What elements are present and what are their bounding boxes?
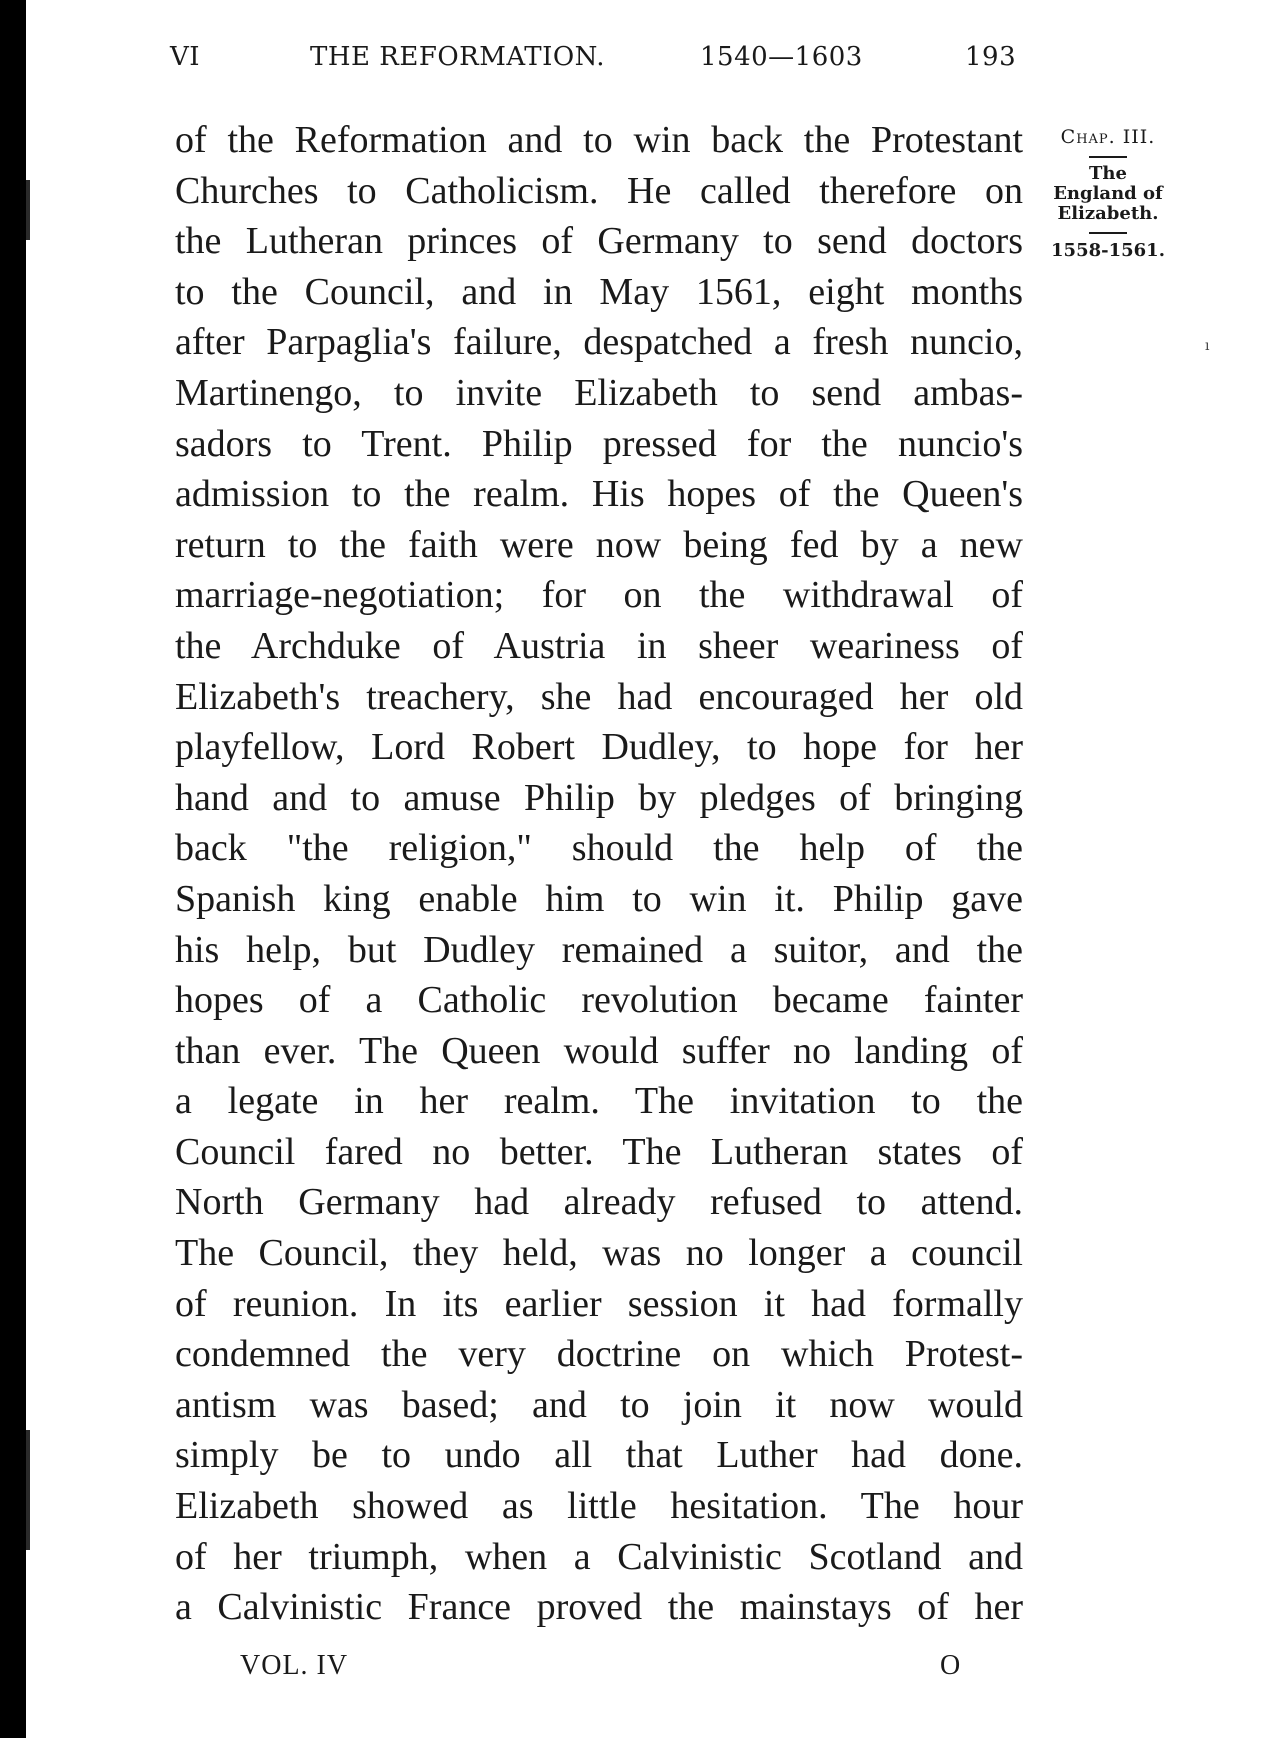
- margin-notes: [1040, 126, 1176, 261]
- running-head-title: THE REFORMATION.: [310, 42, 606, 72]
- page-footer: [170, 1650, 1020, 1690]
- binding-speck: [26, 1430, 30, 1550]
- stray-mark: ı: [1205, 338, 1210, 354]
- body-line: the Archduke of Austria in sheer weariness of: [175, 624, 1023, 667]
- body-line: hopes of a Catholic revolution became fainter: [175, 979, 1023, 1022]
- margin-heading-line: Elizabeth.: [1057, 203, 1159, 224]
- body-line: of her triumph, when a Calvinistic Scotland and: [175, 1535, 1023, 1578]
- running-head: [170, 42, 1020, 82]
- body-line: his help, but Dudley remained a suitor, and the: [175, 928, 1023, 971]
- body-line: Spanish king enable him to win it. Philip gave: [175, 877, 1023, 920]
- body-line: than ever. The Queen would suffer no landing of: [175, 1029, 1023, 1072]
- body-line: admission to the realm. His hopes of the Queen's: [175, 473, 1023, 516]
- body-line: simply be to undo all that Luther had done.: [175, 1434, 1023, 1477]
- margin-rule: [1089, 232, 1127, 234]
- margin-chapter: Chap. III.: [1060, 126, 1156, 148]
- body-line: to the Council, and in May 1561, eight months: [175, 270, 1023, 313]
- body-line: Churches to Catholicism. He called therefore on: [175, 169, 1023, 212]
- body-line: after Parpaglia's failure, despatched a fresh nuncio,: [175, 321, 1023, 364]
- margin-heading-line: The: [1089, 163, 1127, 184]
- body-line: sadors to Trent. Philip pressed for the nuncio's: [175, 422, 1023, 465]
- body-line: hand and to amuse Philip by pledges of bringing: [175, 776, 1023, 819]
- body-line: return to the faith were now being fed by a new: [175, 523, 1023, 566]
- body-line: a Calvinistic France proved the mainstays of her: [175, 1586, 1023, 1629]
- body-line: condemned the very doctrine on which Protest-: [175, 1333, 1023, 1376]
- footer-signature: O: [940, 1650, 961, 1681]
- running-head-section: VI: [170, 42, 201, 72]
- body-line: of reunion. In its earlier session it had formally: [175, 1282, 1023, 1325]
- body-line: back "the religion," should the help of the: [175, 827, 1023, 870]
- binding-edge: [0, 0, 26, 1738]
- binding-speck: [26, 180, 30, 240]
- footer-volume: VOL. IV: [240, 1650, 349, 1681]
- margin-heading-line: England of: [1053, 183, 1163, 204]
- body-line: Elizabeth showed as little hesitation. The hour: [175, 1485, 1023, 1528]
- running-head-dates: 1540—1603: [700, 42, 863, 72]
- body-line: of the Reformation and to win back the Protestant: [175, 119, 1023, 161]
- margin-rule: [1089, 156, 1127, 158]
- body-line: Martinengo, to invite Elizabeth to send ambas-: [175, 371, 1023, 414]
- body-line: marriage-negotiation; for on the withdrawal of: [175, 574, 1023, 617]
- body-line: playfellow, Lord Robert Dudley, to hope for her: [175, 726, 1023, 769]
- body-text: [175, 115, 1023, 1633]
- body-line: North Germany had already refused to attend.: [175, 1181, 1023, 1224]
- margin-dates: 1558-1561.: [1051, 240, 1165, 261]
- page-number: 193: [965, 42, 1017, 72]
- body-line: Elizabeth's treachery, she had encouraged her old: [175, 675, 1023, 718]
- body-line: The Council, they held, was no longer a council: [175, 1232, 1023, 1275]
- body-line: Council fared no better. The Lutheran states of: [175, 1130, 1023, 1173]
- body-line: a legate in her realm. The invitation to the: [175, 1080, 1023, 1123]
- body-line: antism was based; and to join it now would: [175, 1383, 1023, 1426]
- body-line: the Lutheran princes of Germany to send doctors: [175, 220, 1023, 263]
